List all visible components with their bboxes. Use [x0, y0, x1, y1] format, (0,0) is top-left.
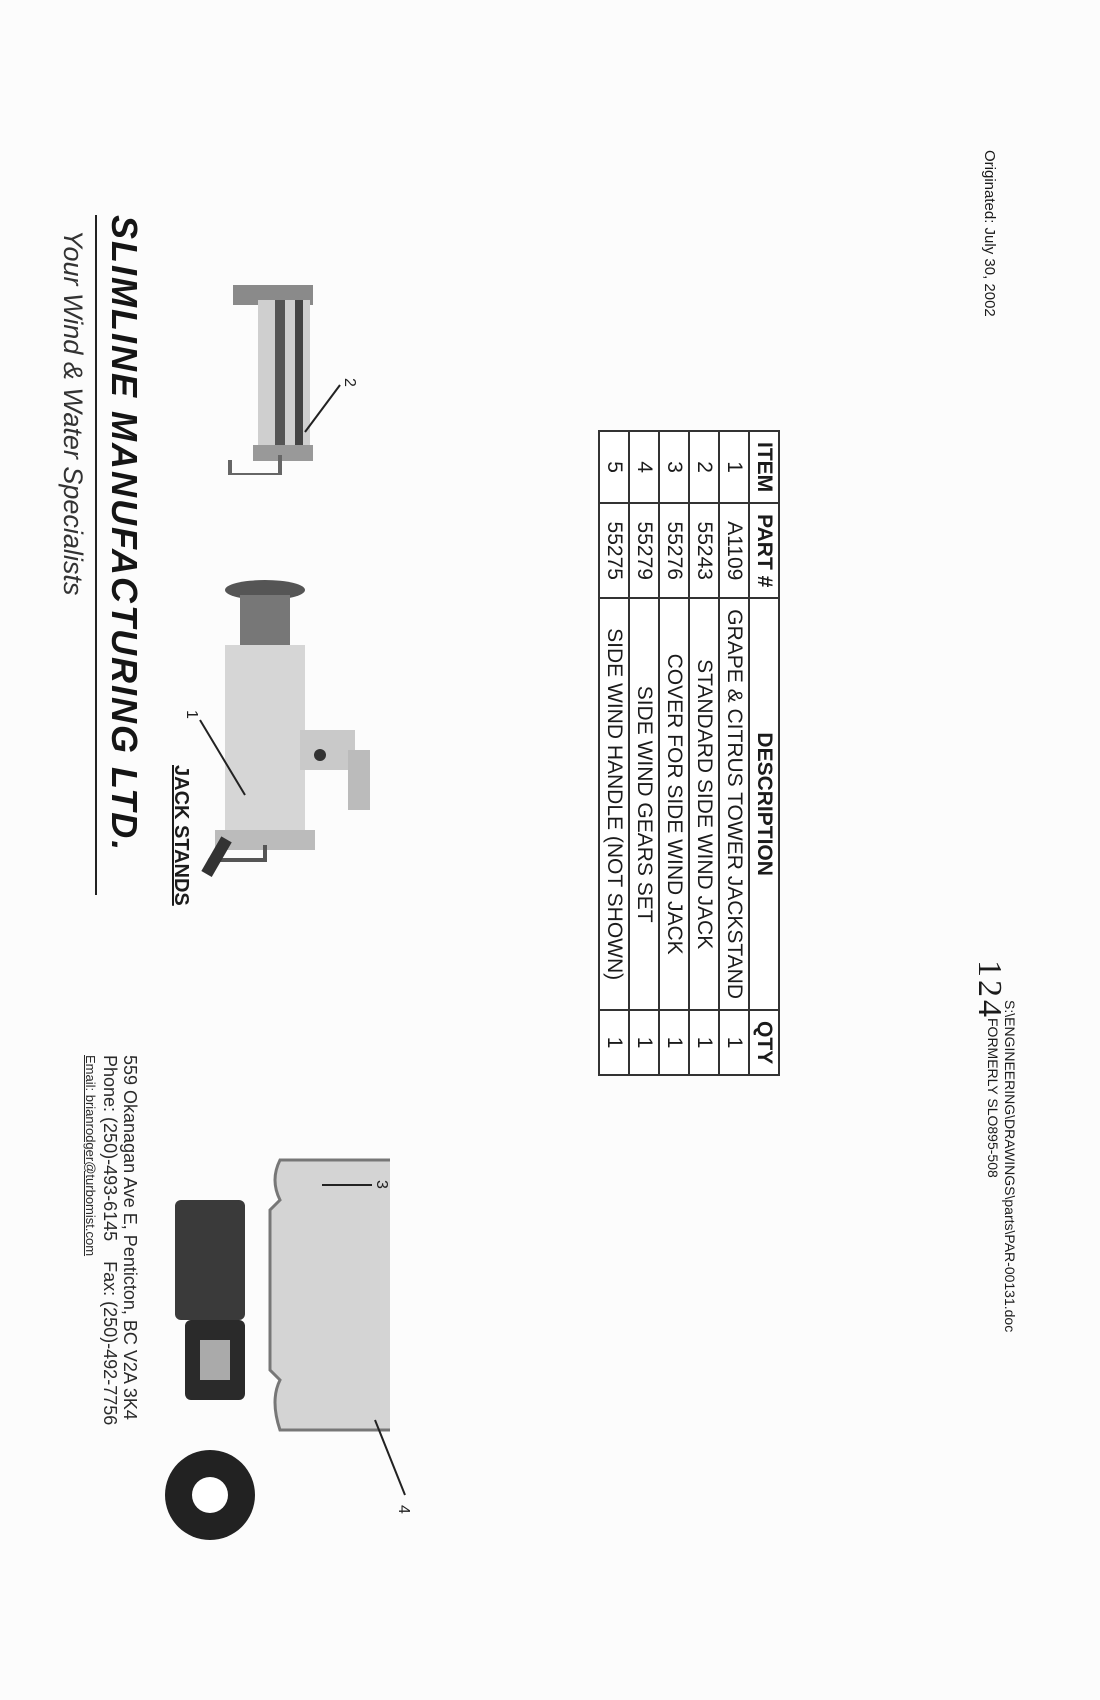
- address-line: 559 Okanagan Ave E, Penticton, BC V2A 3K4: [120, 1055, 140, 1420]
- cell-part: 55275: [599, 503, 629, 598]
- cell-part: A1109: [719, 503, 749, 598]
- cell-item: 2: [689, 431, 719, 503]
- callout-3: 3: [373, 1180, 390, 1189]
- cell-description: GRAPE & CITRUS TOWER JACKSTAND: [719, 598, 749, 1010]
- table-row: [659, 431, 689, 1075]
- cell-qty: 1: [689, 1010, 719, 1075]
- section-title: JACK STANDS: [170, 765, 192, 906]
- email-line: Email: brianrodger@turbomist.com: [83, 1055, 98, 1257]
- formerly-code: FORMERLY SLO895-508: [985, 1018, 1001, 1178]
- cell-qty: 1: [719, 1010, 749, 1075]
- cell-qty: 1: [629, 1010, 659, 1075]
- parts-table: [598, 430, 780, 1076]
- col-header-part: PART #: [749, 503, 779, 598]
- cell-qty: 1: [599, 1010, 629, 1075]
- col-header-description: DESCRIPTION: [749, 598, 779, 1010]
- page-number: 124: [971, 960, 1008, 1020]
- callout-2: 2: [341, 378, 358, 387]
- cell-description: SIDE WIND GEARS SET: [629, 598, 659, 1010]
- cell-item: 3: [659, 431, 689, 503]
- table-row: [599, 431, 629, 1075]
- cell-item: 4: [629, 431, 659, 503]
- cell-part: 55279: [629, 503, 659, 598]
- cell-description: COVER FOR SIDE WIND JACK: [659, 598, 689, 1010]
- cell-part: 55276: [659, 503, 689, 598]
- callout-1: 1: [183, 710, 200, 719]
- cell-item: 5: [599, 431, 629, 503]
- col-header-item: ITEM: [749, 431, 779, 503]
- table-row: [689, 431, 719, 1075]
- table-header-row: [749, 431, 779, 1075]
- file-path: S:\ENGINEERING\DRAWINGS\parts\PAR-00131.doc: [1002, 1000, 1018, 1333]
- cell-description: SIDE WIND HANDLE (NOT SHOWN): [599, 598, 629, 1010]
- company-name: SLIMLINE MANUFACTURING LTD.: [104, 215, 145, 853]
- col-header-qty: QTY: [749, 1010, 779, 1075]
- cell-description: STANDARD SIDE WIND JACK: [689, 598, 719, 1010]
- callout-4: 4: [395, 1505, 412, 1514]
- cell-part: 55243: [689, 503, 719, 598]
- originated-date: Originated: July 30, 2002: [981, 150, 998, 317]
- cell-qty: 1: [659, 1010, 689, 1075]
- company-tagline: Your Wind & Water Specialists: [58, 230, 88, 596]
- cell-item: 1: [719, 431, 749, 503]
- table-row: [719, 431, 749, 1075]
- file-path-block: [984, 1000, 1018, 1332]
- phone-fax-line: Phone: (250)-493-6145 Fax: (250)-492-7756: [100, 1055, 120, 1426]
- table-row: [629, 431, 659, 1075]
